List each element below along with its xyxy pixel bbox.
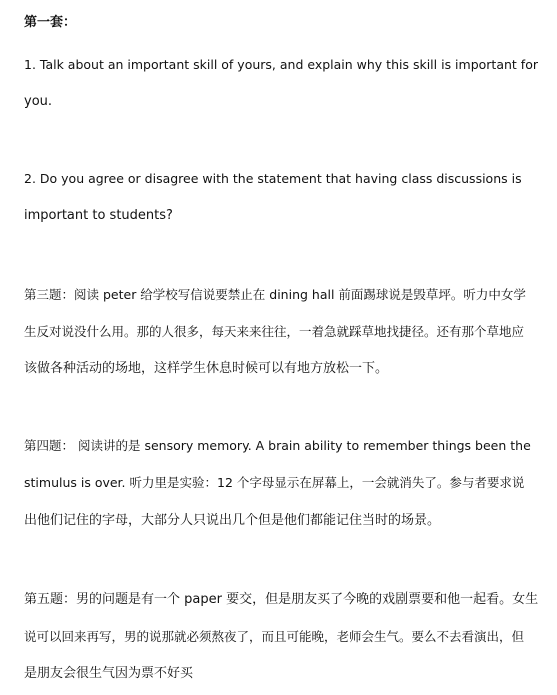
question-4-line-1: 第四题： 阅读讲的是 sensory memory. A brain ability to remember things been the	[24, 438, 531, 453]
question-1-line-2: you.	[24, 94, 53, 109]
question-3-line-3: 该做各种活动的场地，这样学生休息时候可以有地方放松一下。	[24, 361, 389, 376]
question-2-line-1: 2. Do you agree or disagree with the statement that having class discussions is	[24, 171, 522, 186]
question-1-line-1: 1. Talk about an important skill of yours, and explain why this skill is important for	[24, 57, 538, 72]
question-3-line-1: 第三题：阅读 peter 给学校写信说要禁止在 dining hall 前面踢球说是毁草坪。听力中女学	[24, 287, 526, 302]
question-4-line-2: stimulus is over. 听力里是实验：12 个字母显示在屏幕上，一会就消失了。参与者要求说	[24, 475, 525, 490]
question-3-line-2: 生反对说没什么用。那的人很多，每天来来往往，一着急就踩草地找捷径。还有那个草地应	[24, 324, 525, 339]
question-5-line-1: 第五题：男的问题是有一个 paper 要交，但是朋友买了今晚的戏剧票要和他一起看。女生	[24, 592, 539, 607]
question-2-line-2: important to students?	[24, 208, 173, 223]
question-5-line-2: 说可以回来再写，男的说那就必须熬夜了，而且可能晚，老师会生气。要么不去看演出，但	[24, 629, 525, 644]
question-4-line-3: 出他们记住的字母，大部分人只说出几个但是他们都能记住当时的场景。	[24, 513, 441, 528]
set-title: 第一套：	[24, 15, 77, 30]
question-5-line-3: 是朋友会很生气因为票不好买	[24, 666, 194, 681]
